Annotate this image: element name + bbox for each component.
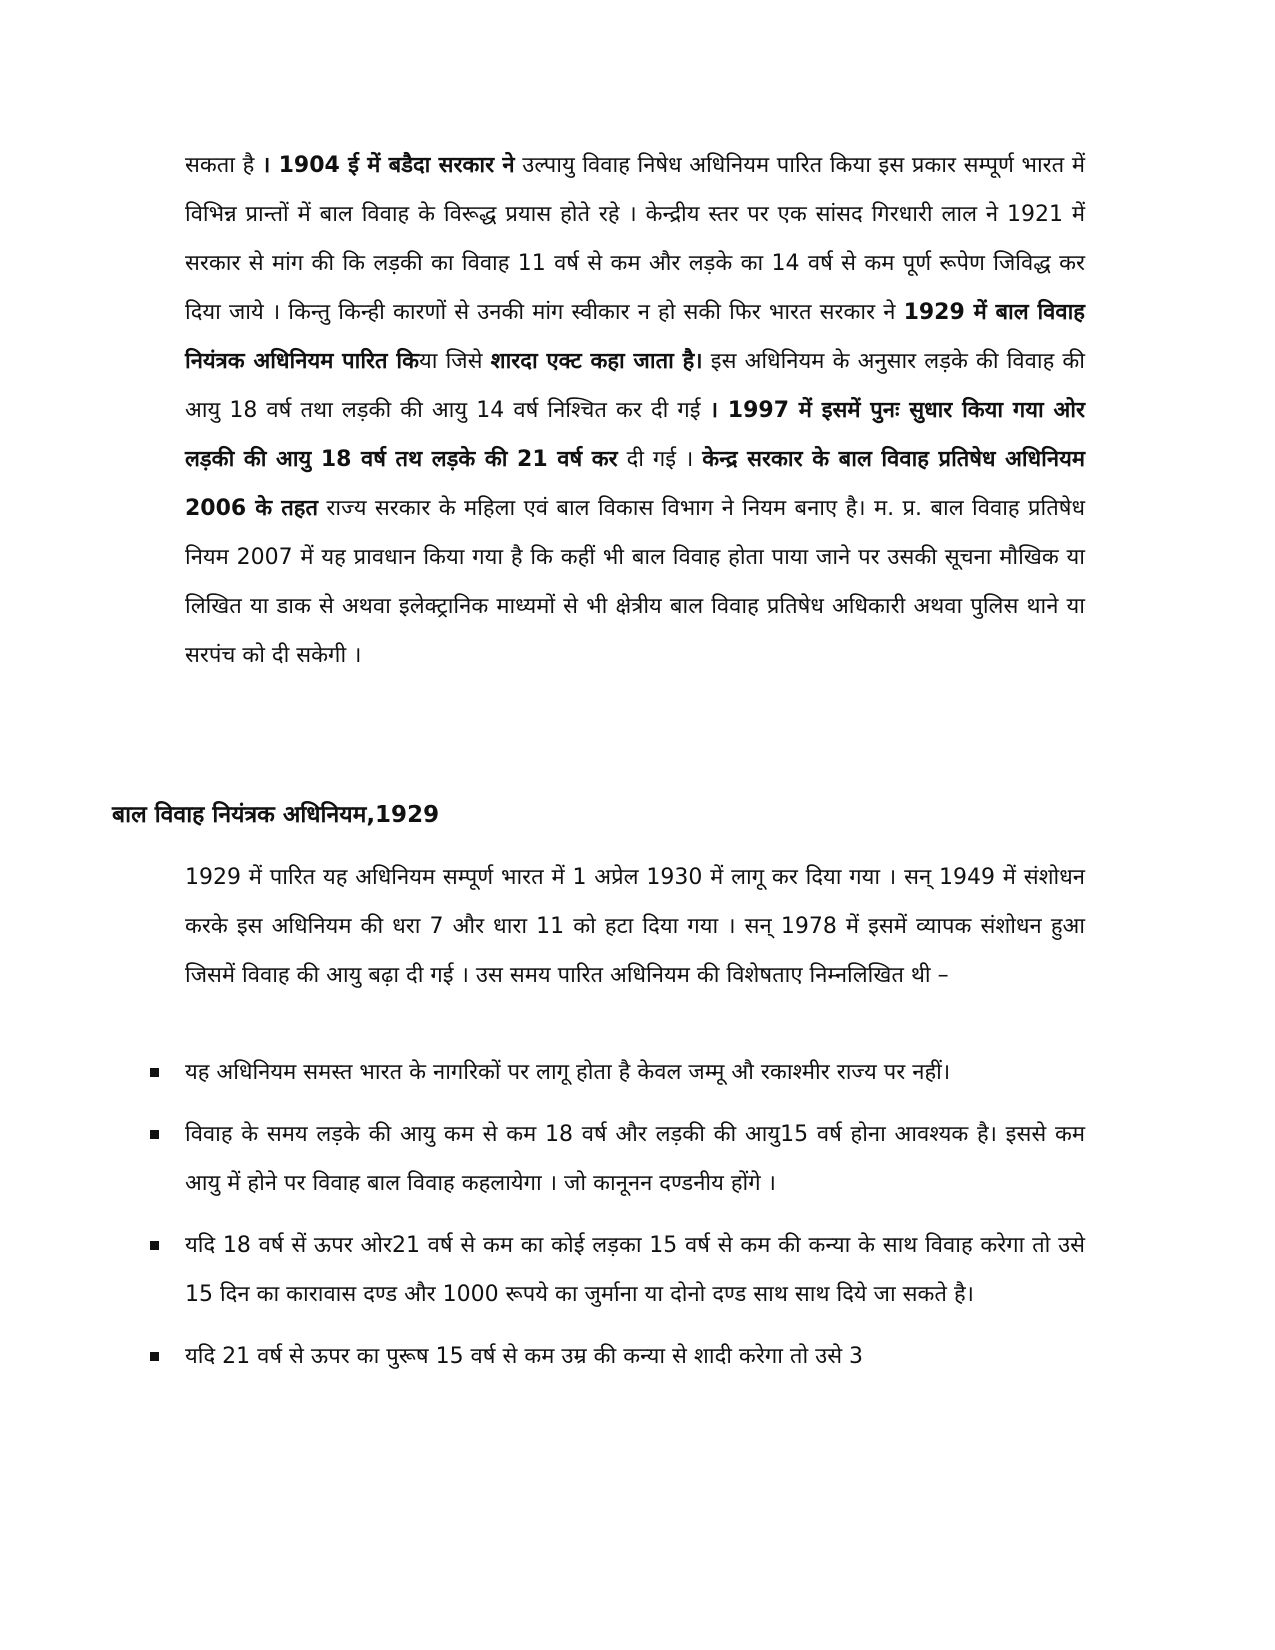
text-run: इस अधिनियम के अनुसार लड़के की विवाह की आयु 18 वर्ष तथा लड़की की आयु 14 वर्ष निश्चित कर दी गई	[185, 349, 1086, 423]
text-run: उल्पायु विवाह निषेध अधिनियम पारित किया इस प्रकार सम्पूर्ण भारत में विभिन्न प्रान्तों में बाल विवाह के विरूद्ध प्रयास होते रहे । केन्द्रीय स्तर पर एक सांसद गिरधारी लाल ने 1921 में सरकार से मांग की कि लड़की का विवाह 11 वर्ष से कम और लड़के का 14 वर्ष से कम पूर्ण रूपेण जिविद्ध कर दिया जाये । किन्तु किन्ही कारणों से उनकी मांग स्वीकार न हो सकी फिर भारत सरकार ने	[185, 153, 1085, 325]
list-item-text: यह अधिनियम समस्त भारत के नागरिकों पर लागू होता है केवल जम्मू औ रकाश्मीर राज्य पर नहीं।	[185, 1060, 951, 1085]
features-list	[150, 1048, 1085, 1394]
bold-text-run: । 1997 में इसमें पुनः सुधार किया गया ओर लड़की की आयु 18 वर्ष तथ लड़के की 21 वर्ष कर	[185, 398, 1085, 472]
section-heading: बाल विवाह नियंत्रक अधिनियम,1929	[112, 802, 440, 828]
bold-text-run: केन्द्र सरकार के बाल विवाह प्रतिषेध अधिनियम 2006 के तहत	[185, 447, 1085, 521]
text-run: या जिसे	[418, 349, 491, 374]
bold-text-run: 1929 में बाल विवाह नियंत्रक अधिनियम पारित कि	[185, 300, 1085, 374]
list-item-text: विवाह के समय लड़के की आयु कम से कम 18 वर्ष और लड़की की आयु15 वर्ष होना आवश्यक है। इससे कम आयु में होने पर विवाह बाल विवाह कहलायेगा । जो कानूनन दण्डनीय होंगे ।	[185, 1122, 1085, 1196]
paragraph-child-marriage-history	[185, 141, 1085, 680]
list-item	[150, 1048, 1085, 1097]
square-bullet-icon	[150, 1068, 159, 1077]
text-run: दी गई ।	[617, 447, 703, 472]
list-item	[150, 1221, 1085, 1319]
list-item	[150, 1110, 1085, 1208]
square-bullet-icon	[150, 1130, 159, 1139]
list-item-text: यदि 18 वर्ष सें ऊपर ओर21 वर्ष से कम का कोई लड़का 15 वर्ष से कम की कन्या के साथ विवाह करेगा तो उसे 15 दिन का कारावास दण्ड और 1000 रूपये का जुर्माना या दोनो दण्ड साथ साथ दिये जा सकते है।	[185, 1233, 1085, 1307]
bold-text-run: । 1904 ई में बडैदा सरकार ने	[261, 153, 515, 178]
list-item-text: यदि 21 वर्ष से ऊपर का पुरूष 15 वर्ष से कम उम्र की कन्या से शादी करेगा तो उसे 3	[185, 1344, 864, 1369]
text-run: सकता है	[185, 153, 262, 178]
square-bullet-icon	[150, 1241, 159, 1250]
text-run: राज्य सरकार के महिला एवं बाल विकास विभाग ने नियम बनाए है। म. प्र. बाल विवाह प्रतिषेध नियम 2007 में यह प्रावधान किया गया है कि कहीं भी बाल विवाह होता पाया जाने पर उसकी सूचना मौखिक या लिखित या डाक से अथवा इलेक्ट्रानिक माध्यमों से भी क्षेत्रीय बाल विवाह प्रतिषेध अधिकारी अथवा पुलिस थाने या सरपंच को दी सकेगी ।	[185, 496, 1085, 668]
square-bullet-icon	[150, 1352, 159, 1361]
paragraph-act-1929: 1929 में पारित यह अधिनियम सम्पूर्ण भारत में 1 अप्रेल 1930 में लागू कर दिया गया । सन् 1949 में संशोधन करके इस अधिनियम की धरा 7 और धारा 11 को हटा दिया गया । सन् 1978 में इसमें व्यापक संशोधन हुआ जिसमें विवाह की आयु बढ़ा दी गई । उस समय पारित अधिनियम की विशेषताए निम्नलिखित थी –	[185, 865, 1085, 988]
bold-text-run: शारदा एक्ट कहा जाता है।	[490, 349, 703, 374]
list-item	[150, 1332, 1085, 1381]
